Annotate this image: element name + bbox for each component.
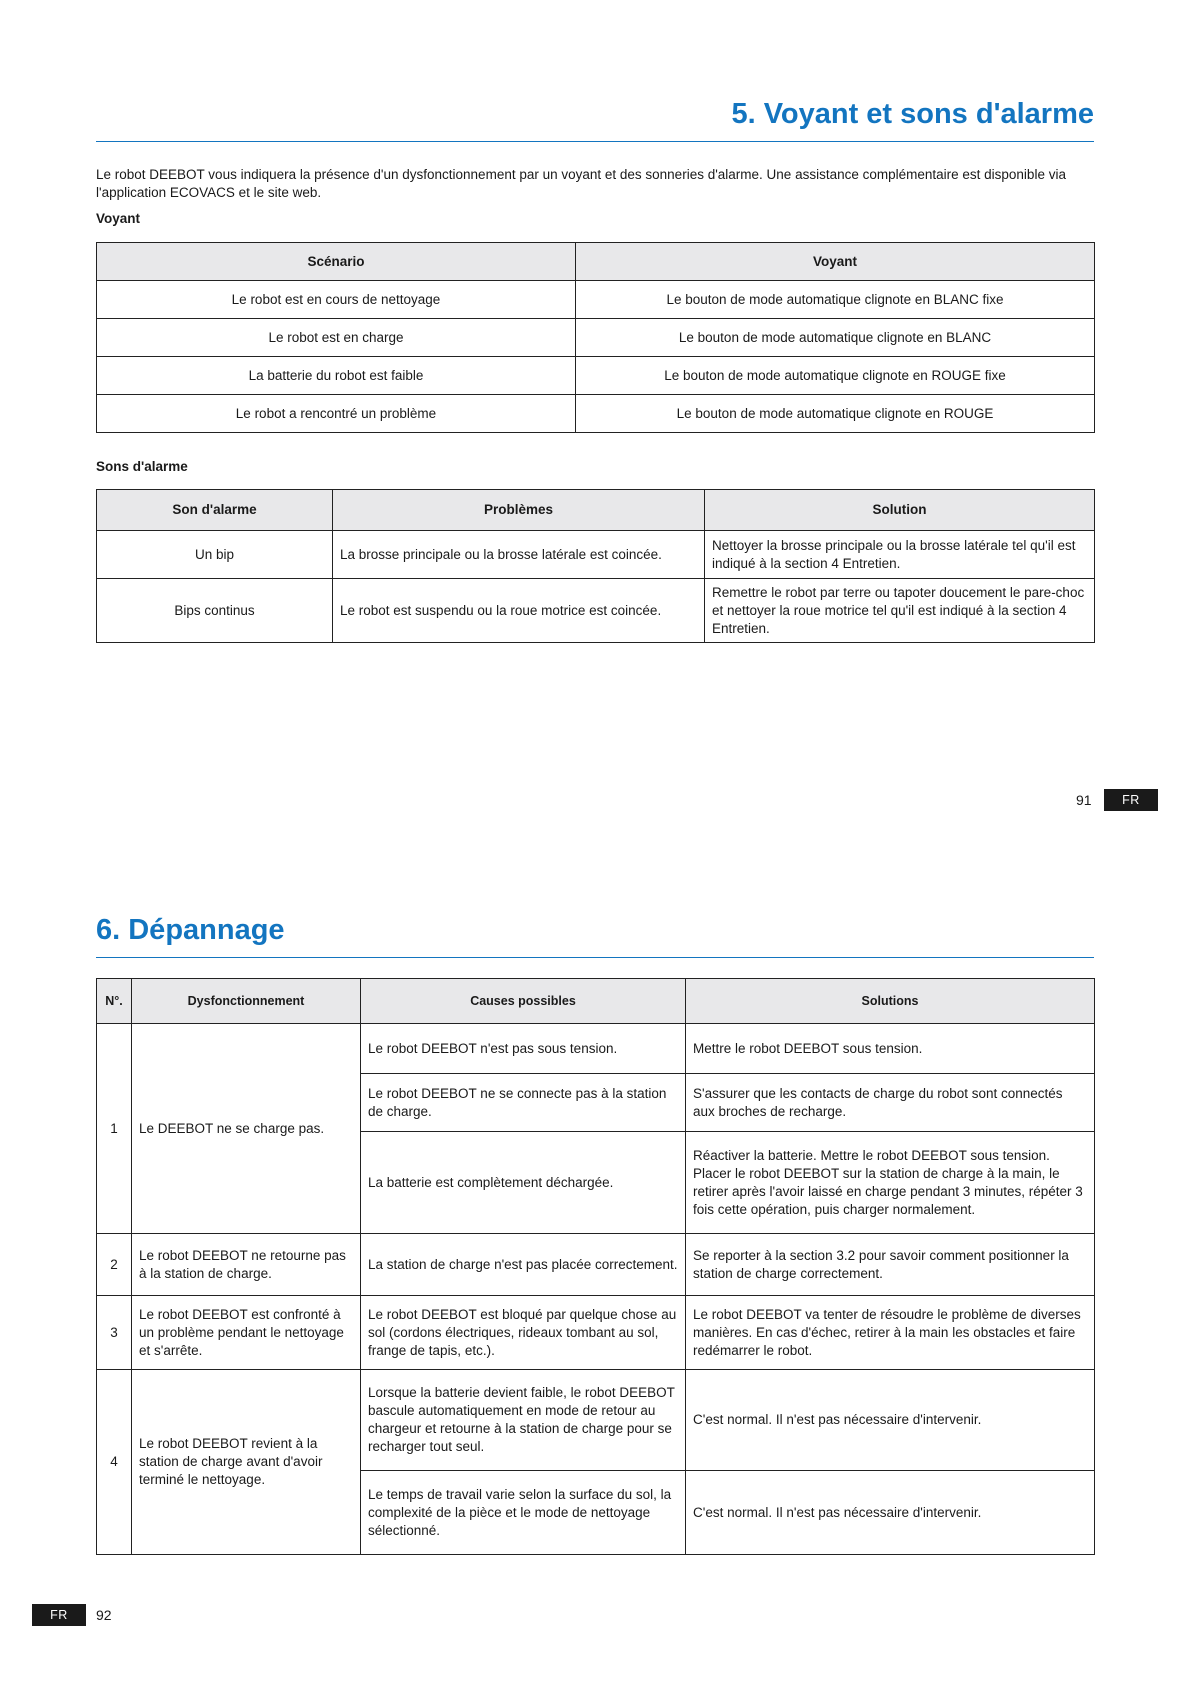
solution-cell: Le robot DEEBOT va tenter de résoudre le problème de diverses manières. En cas d'échec, retirer à la main les obstacles et faire redémarrer le robot. [686, 1296, 1095, 1370]
scenario-cell: Le robot est en cours de nettoyage [97, 281, 576, 319]
cause-cell: Le temps de travail varie selon la surface du sol, la complexité de la pièce et le mode de nettoyage sélectionné. [361, 1471, 686, 1555]
voyant-cell: Le bouton de mode automatique clignote en ROUGE [576, 395, 1095, 433]
solution-cell: C'est normal. Il n'est pas nécessaire d'intervenir. [686, 1471, 1095, 1555]
voyant-table [96, 242, 1095, 433]
header-scenario: Scénario [97, 243, 576, 281]
scenario-cell: Le robot est en charge [97, 319, 576, 357]
son-cell: Bips continus [97, 579, 333, 643]
header-voyant: Voyant [576, 243, 1095, 281]
language-tag: FR [1104, 789, 1158, 811]
row-number: 3 [97, 1296, 132, 1370]
header-solution: Solution [705, 490, 1095, 531]
depannage-table [96, 978, 1095, 1555]
table-header-row [97, 979, 1095, 1024]
cause-cell: Le robot DEEBOT ne se connecte pas à la station de charge. [361, 1074, 686, 1132]
scenario-cell: La batterie du robot est faible [97, 357, 576, 395]
cause-cell: La station de charge n'est pas placée correctement. [361, 1234, 686, 1296]
probleme-cell: Le robot est suspendu ou la roue motrice est coincée. [333, 579, 705, 643]
voyant-cell: Le bouton de mode automatique clignote en ROUGE fixe [576, 357, 1095, 395]
solution-cell: Nettoyer la brosse principale ou la brosse latérale tel qu'il est indiqué à la section 4 Entretien. [705, 531, 1095, 579]
title-rule [96, 957, 1094, 958]
table-row [97, 1296, 1095, 1370]
issue-cell: Le robot DEEBOT est confronté à un problème pendant le nettoyage et s'arrête. [132, 1296, 361, 1370]
table-row [97, 357, 1095, 395]
table-row [97, 579, 1095, 643]
table-row [97, 1234, 1095, 1296]
table-row [97, 1370, 1095, 1471]
header-causes: Causes possibles [361, 979, 686, 1024]
issue-cell: Le DEEBOT ne se charge pas. [132, 1024, 361, 1234]
voyant-cell: Le bouton de mode automatique clignote en BLANC fixe [576, 281, 1095, 319]
issue-cell: Le robot DEEBOT revient à la station de charge avant d'avoir terminé le nettoyage. [132, 1370, 361, 1555]
table-header-row [97, 243, 1095, 281]
section-5-title: 5. Voyant et sons d'alarme [731, 98, 1094, 130]
solution-cell: Mettre le robot DEEBOT sous tension. [686, 1024, 1095, 1074]
sons-table [96, 489, 1095, 643]
table-row [97, 281, 1095, 319]
solution-cell: S'assurer que les contacts de charge du robot sont connectés aux broches de recharge. [686, 1074, 1095, 1132]
section-6-title: 6. Dépannage [96, 914, 285, 946]
table-row [97, 395, 1095, 433]
cause-cell: Le robot DEEBOT n'est pas sous tension. [361, 1024, 686, 1074]
table-header-row [97, 490, 1095, 531]
title-rule [96, 141, 1094, 142]
son-cell: Un bip [97, 531, 333, 579]
language-tag: FR [32, 1604, 86, 1626]
header-solutions: Solutions [686, 979, 1095, 1024]
header-problemes: Problèmes [333, 490, 705, 531]
table-row [97, 319, 1095, 357]
row-number: 2 [97, 1234, 132, 1296]
voyant-heading: Voyant [96, 211, 141, 226]
page-92 [0, 860, 1191, 1685]
cause-cell: La batterie est complètement déchargée. [361, 1132, 686, 1234]
cause-cell: Le robot DEEBOT est bloqué par quelque chose au sol (cordons électriques, rideaux tombant au sol, frange de tapis, etc.). [361, 1296, 686, 1370]
intro-paragraph: Le robot DEEBOT vous indiquera la présence d'un dysfonctionnement par un voyant et des sonneries d'alarme. Une assistance complémentaire est disponible via l'application ECOVACS et le site web. [96, 167, 1066, 200]
header-son: Son d'alarme [97, 490, 333, 531]
page-number: 91 [1076, 792, 1092, 808]
row-number: 4 [97, 1370, 132, 1555]
scenario-cell: Le robot a rencontré un problème [97, 395, 576, 433]
header-no: N°. [97, 979, 132, 1024]
page-number: 92 [96, 1607, 112, 1623]
solution-cell: Se reporter à la section 3.2 pour savoir comment positionner la station de charge correctement. [686, 1234, 1095, 1296]
table-row [97, 1024, 1095, 1074]
row-number: 1 [97, 1024, 132, 1234]
cause-cell: Lorsque la batterie devient faible, le robot DEEBOT bascule automatiquement en mode de retour au chargeur et retourne à la station de charge pour se recharger tout seul. [361, 1370, 686, 1471]
solution-cell: C'est normal. Il n'est pas nécessaire d'intervenir. [686, 1370, 1095, 1471]
header-dysfonctionnement: Dysfonctionnement [132, 979, 361, 1024]
sons-heading: Sons d'alarme [96, 459, 188, 474]
solution-cell: Remettre le robot par terre ou tapoter doucement le pare-choc et nettoyer la roue motrice tel qu'il est indiqué à la section 4 Entretien. [705, 579, 1095, 643]
voyant-cell: Le bouton de mode automatique clignote en BLANC [576, 319, 1095, 357]
solution-cell: Réactiver la batterie. Mettre le robot DEEBOT sous tension. Placer le robot DEEBOT sur la station de charge à la main, le retirer après l'avoir laissé en charge pendant 3 minutes, répéter 3 fois cette opération, puis charger normalement. [686, 1132, 1095, 1234]
table-row [97, 531, 1095, 579]
issue-cell: Le robot DEEBOT ne retourne pas à la station de charge. [132, 1234, 361, 1296]
probleme-cell: La brosse principale ou la brosse latérale est coincée. [333, 531, 705, 579]
